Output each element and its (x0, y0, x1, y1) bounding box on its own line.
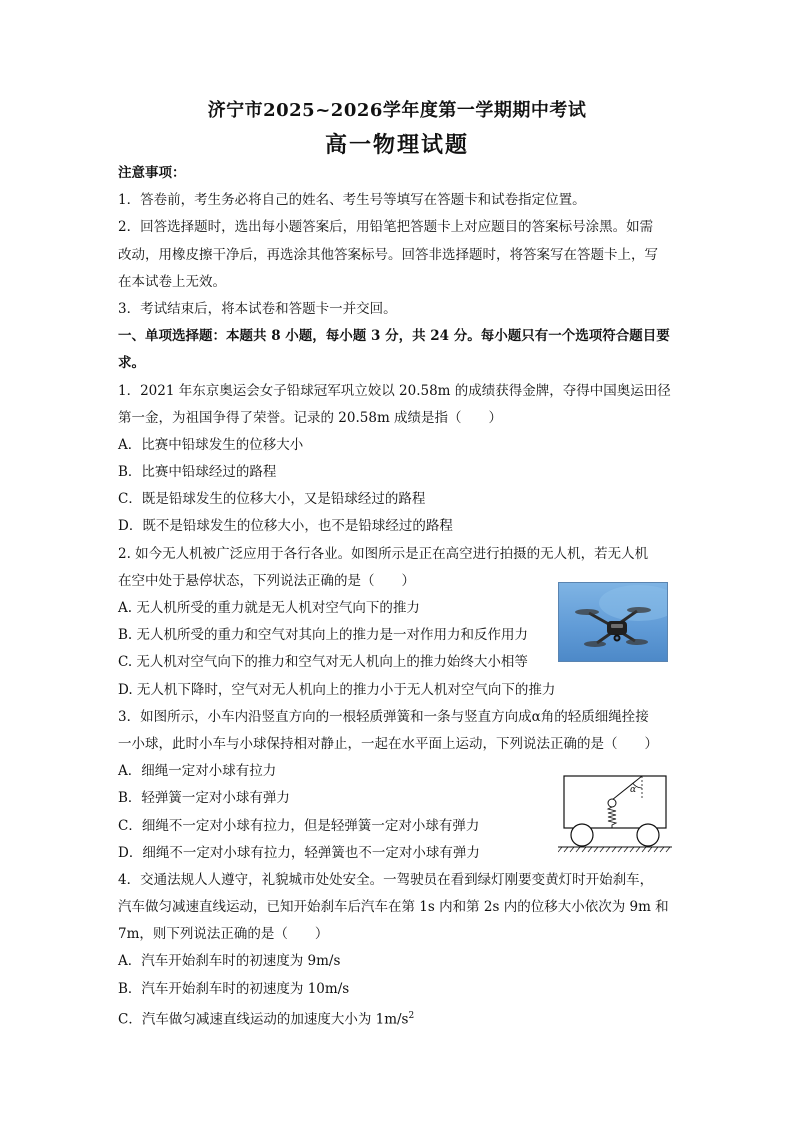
notice-item-2-line-1: 2．回答选择题时，选出每小题答案后，用铅笔把答题卡上对应题目的答案标号涂黑。如需 (118, 219, 654, 236)
notice-item-2-line-3: 在本试卷上无效。 (118, 273, 226, 290)
q2-option-b: B. 无人机所受的重力和空气对其向上的推力是一对作用力和反作用力 (118, 627, 529, 644)
q3-option-a: A．细绳一定对小球有拉力 (118, 763, 277, 780)
q2-option-d: D. 无人机下降时，空气对无人机向上的推力小于无人机对空气向下的推力 (118, 681, 556, 698)
cart-spring-figure (558, 772, 672, 858)
q2-option-a: A. 无人机所受的重力就是无人机对空气向下的推力 (118, 600, 420, 616)
q3-option-d: D．细绳不一定对小球有拉力，轻弹簧也不一定对小球有弹力 (118, 844, 480, 861)
q4-option-c (118, 1003, 678, 1030)
q1-option-a: A．比赛中铅球发生的位移大小 (118, 436, 304, 453)
q4-option-a: A．汽车开始刹车时的初速度为 9m/s (118, 953, 341, 970)
angle-label: α (630, 785, 637, 795)
drone-icon (559, 583, 668, 662)
q4-stem-line-2: 汽车做匀减速直线运动，已知开始刹车后汽车在第 1s 内和第 2s 内的位移大小依次为 9m 和 (118, 899, 669, 916)
q3-option-b: B．轻弹簧一定对小球有弹力 (118, 790, 290, 807)
q3-stem-line-1: 3．如图所示，小车内沿竖直方向的一根轻质弹簧和一条与竖直方向成α角的轻质细绳拴接 (118, 708, 649, 725)
q4-stem-line-3: 7m，则下列说法正确的是（ ） (118, 926, 329, 943)
q3-option-c: C．细绳不一定对小球有拉力，但是轻弹簧一定对小球有弹力 (118, 817, 480, 834)
q4-option-c-exponent: 2 (408, 1010, 415, 1021)
q4-option-c-text: C．汽车做匀减速直线运动的加速度大小为 1m/s (118, 1011, 409, 1028)
notice-item-3: 3．考试结束后，将本试卷和答题卡一并交回。 (118, 300, 397, 317)
notice-item-2-line-2: 改动，用橡皮擦干净后，再选涂其他答案标号。回答非选择题时，将答案写在答题卡上，写 (118, 246, 658, 263)
section-1-heading-line-1: 一、单项选择题：本题共 8 小题，每小题 3 分，共 24 分。每小题只有一个选项符合题目要 (118, 328, 670, 345)
notice-heading: 注意事项： (118, 165, 186, 181)
section-1-heading-line-2: 求。 (118, 355, 145, 372)
q4-stem-line-1: 4．交通法规人人遵守，礼貌城市处处安全。一驾驶员在看到绿灯刚要变黄灯时开始刹车， (118, 871, 654, 888)
q3-stem-line-2: 一小球，此时小车与小球保持相对静止，一起在水平面上运动，下列说法正确的是（ ） (118, 735, 658, 752)
q2-stem-line-2: 在空中处于悬停状态，下列说法正确的是（ ） (118, 572, 415, 589)
q1-option-c: C．既是铅球发生的位移大小，又是铅球经过的路程 (118, 491, 426, 508)
q1-option-b: B．比赛中铅球经过的路程 (118, 464, 277, 481)
q2-option-c: C. 无人机对空气向下的推力和空气对无人机向上的推力始终大小相等 (118, 654, 528, 671)
q1-option-d: D．既不是铅球发生的位移大小，也不是铅球经过的路程 (118, 518, 453, 535)
q4-option-b: B．汽车开始刹车时的初速度为 10m/s (118, 980, 350, 997)
exam-subject-title: 高一物理试题 (324, 132, 469, 158)
notice-item-1: 1．答卷前，考生务必将自己的姓名、考生号等填写在答题卡和试卷指定位置。 (118, 192, 586, 209)
drone-photo (558, 582, 668, 662)
q1-stem-line-2: 第一金，为祖国争得了荣誉。记录的 20.58m 成绩是指（ ） (118, 409, 503, 426)
q2-stem-line-1: 2. 如今无人机被广泛应用于各行各业。如图所示是正在高空进行拍摄的无人机，若无人机 (118, 545, 649, 562)
q1-stem-line-1: 1．2021 年东京奥运会女子铅球冠军巩立姣以 20.58m 的成绩获得金牌，夺得中国奥运田径 (118, 382, 671, 399)
cart-diagram (558, 772, 672, 858)
exam-title: 济宁市2025~2026学年度第一学期期中考试 (207, 100, 587, 121)
